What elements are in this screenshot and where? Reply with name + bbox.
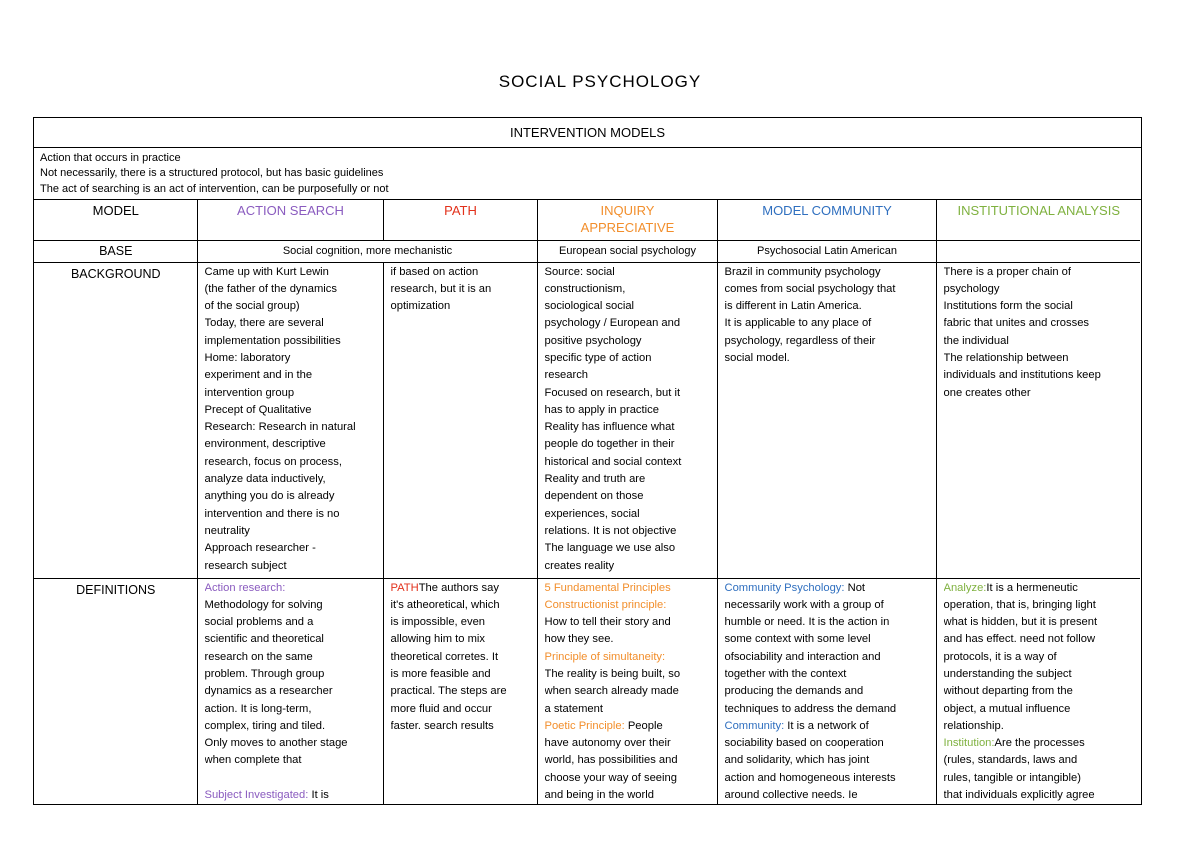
text-line: historical and social context bbox=[544, 455, 682, 468]
text-line: it's atheoretical, which bbox=[390, 598, 500, 611]
text-line: relations. It is not objective bbox=[544, 524, 677, 537]
text-line: a statement bbox=[544, 702, 603, 715]
base-action-path: Social cognition, more mechanistic bbox=[197, 240, 537, 262]
intro-notes bbox=[34, 148, 1141, 200]
text-line: and being in the world bbox=[544, 789, 654, 802]
text-line: producing the demands and bbox=[724, 685, 864, 698]
text-line: Brazil in community psychology bbox=[724, 265, 881, 278]
header-action-search: ACTION SEARCH bbox=[197, 200, 383, 240]
text-line: is different in Latin America. bbox=[724, 300, 862, 313]
term-tail: It is a hermeneutic bbox=[986, 581, 1078, 594]
base-community: Psychosocial Latin American bbox=[717, 240, 936, 262]
text-line bbox=[725, 718, 930, 735]
definitions-inquiry bbox=[537, 578, 717, 805]
table-title: INTERVENTION MODELS bbox=[34, 118, 1141, 148]
heading-poetic-principle: Poetic Principle: bbox=[544, 719, 625, 732]
text-line: social problems and a bbox=[204, 616, 314, 629]
text-line: experiences, social bbox=[544, 507, 640, 520]
models-grid bbox=[34, 200, 1140, 805]
text-line: when complete that bbox=[204, 754, 302, 767]
text-line: psychology, regardless of their bbox=[724, 334, 876, 347]
text-line: optimization bbox=[390, 300, 451, 313]
text-line: constructionism, bbox=[544, 282, 626, 295]
text-line: is more feasible and bbox=[390, 667, 491, 680]
text-line: fabric that unites and crosses bbox=[943, 317, 1090, 330]
text-line: ofsociability and interaction and bbox=[724, 650, 881, 663]
header-inquiry-line: INQUIRY bbox=[600, 203, 655, 218]
text-line: operation, that is, bringing light bbox=[943, 598, 1096, 611]
text-line: intervention and there is no bbox=[204, 507, 340, 520]
text-line: choose your way of seeing bbox=[544, 771, 677, 784]
text-line: sociability based on cooperation bbox=[724, 737, 884, 750]
text-line: around collective needs. Ie bbox=[724, 789, 858, 802]
row-label-definitions: DEFINITIONS bbox=[34, 578, 197, 805]
term-community-psychology: Community Psychology: bbox=[724, 581, 845, 594]
text-line: complex, tiring and tiled. bbox=[204, 719, 326, 732]
text-line: together with the context bbox=[724, 667, 847, 680]
header-inquiry-line: APPRECIATIVE bbox=[580, 220, 675, 235]
text-line: research subject bbox=[204, 559, 287, 572]
text-line: individuals and institutions keep bbox=[943, 369, 1101, 382]
text-line: dynamics as a researcher bbox=[204, 685, 333, 698]
text-line: humble or need. It is the action in bbox=[724, 616, 890, 629]
text-line: world, has possibilities and bbox=[544, 754, 678, 767]
definitions-community bbox=[717, 578, 936, 805]
text-line: It is applicable to any place of bbox=[724, 317, 872, 330]
text-line: The reality is being built, so bbox=[544, 667, 681, 680]
term-subject-investigated: Subject Investigated: bbox=[204, 788, 309, 801]
text-line: allowing him to mix bbox=[390, 633, 486, 646]
text-line: Precept of Qualitative bbox=[204, 403, 312, 416]
term-institution: Institution: bbox=[943, 737, 995, 750]
heading-fundamental-principles: 5 Fundamental Principles bbox=[544, 581, 671, 594]
text-line: (the father of the dynamics bbox=[204, 282, 337, 295]
text-line: Only moves to another stage bbox=[204, 737, 348, 750]
text-line: people do together in their bbox=[544, 438, 675, 451]
intro-line: The act of searching is an act of intervention, can be purposefully or not bbox=[40, 182, 389, 195]
row-label-base: BASE bbox=[34, 240, 197, 262]
text-line: practical. The steps are bbox=[390, 685, 507, 698]
text-line: Institutions form the social bbox=[943, 300, 1073, 313]
text-line: Methodology for solving bbox=[204, 598, 323, 611]
text-line: sociological social bbox=[544, 300, 635, 313]
definitions-path bbox=[383, 578, 537, 805]
text-line bbox=[725, 580, 930, 597]
text-line: that individuals explicitly agree bbox=[943, 789, 1095, 802]
term-tail: People bbox=[624, 719, 663, 732]
text-line: scientific and theoretical bbox=[204, 633, 324, 646]
text-line: implementation possibilities bbox=[204, 334, 341, 347]
background-institutional bbox=[936, 262, 1140, 578]
text-line: Source: social bbox=[544, 265, 615, 278]
text-line: analyze data inductively, bbox=[204, 473, 326, 486]
text-line: positive psychology bbox=[544, 334, 642, 347]
text-line: Came up with Kurt Lewin bbox=[204, 265, 329, 278]
text-line: techniques to address the demand bbox=[724, 702, 897, 715]
base-inquiry: European social psychology bbox=[537, 240, 717, 262]
page-title: SOCIAL PSYCHOLOGY bbox=[498, 72, 702, 91]
text-line: and solidarity, which has joint bbox=[724, 754, 870, 767]
text-line: psychology bbox=[943, 282, 1000, 295]
header-model-community: MODEL COMMUNITY bbox=[717, 200, 936, 240]
text-line: if based on action bbox=[390, 265, 479, 278]
text-line: have autonomy over their bbox=[544, 737, 671, 750]
background-path bbox=[383, 262, 537, 578]
term-tail: The authors say bbox=[418, 581, 499, 594]
text-line: environment, descriptive bbox=[204, 438, 326, 451]
heading-principle-of-simultaneity: Principle of simultaneity: bbox=[544, 650, 666, 663]
text-line: Reality has influence what bbox=[544, 421, 675, 434]
text-line: anything you do is already bbox=[204, 490, 335, 503]
text-line: The relationship between bbox=[943, 351, 1069, 364]
background-action-search bbox=[197, 262, 383, 578]
intro-line: Not necessarily, there is a structured protocol, but has basic guidelines bbox=[40, 167, 384, 180]
text-line: Today, there are several bbox=[204, 317, 324, 330]
text-line: understanding the subject bbox=[943, 667, 1072, 680]
text-line bbox=[205, 787, 377, 804]
text-line: action. It is long-term, bbox=[204, 702, 312, 715]
text-line: research, focus on process, bbox=[204, 455, 342, 468]
text-line: and has effect. need not follow bbox=[943, 633, 1096, 646]
definitions-action-search bbox=[197, 578, 383, 805]
base-row bbox=[34, 240, 1140, 262]
background-row bbox=[34, 262, 1140, 578]
text-line: social model. bbox=[724, 351, 790, 364]
text-line: research bbox=[544, 369, 589, 382]
header-model: MODEL bbox=[34, 200, 197, 240]
text-line: Reality and truth are bbox=[544, 473, 646, 486]
term-tail: It is bbox=[308, 788, 329, 801]
text-line: psychology / European and bbox=[544, 317, 681, 330]
text-line: research on the same bbox=[204, 650, 313, 663]
header-row bbox=[34, 200, 1140, 240]
text-line: what is hidden, but it is present bbox=[943, 616, 1098, 629]
term-path: PATH bbox=[390, 581, 419, 594]
text-line: more fluid and occur bbox=[390, 702, 492, 715]
text-line: is impossible, even bbox=[390, 616, 486, 629]
text-line bbox=[545, 718, 711, 735]
text-line: object, a mutual influence bbox=[943, 702, 1071, 715]
text-line: problem. Through group bbox=[204, 667, 325, 680]
text-line: Home: laboratory bbox=[204, 351, 291, 364]
text-line: intervention group bbox=[204, 386, 295, 399]
base-institutional bbox=[936, 240, 1140, 262]
text-line: faster. search results bbox=[390, 719, 494, 732]
text-line: The language we use also bbox=[544, 542, 676, 555]
header-path: PATH bbox=[383, 200, 537, 240]
text-line: specific type of action bbox=[544, 351, 652, 364]
background-community bbox=[717, 262, 936, 578]
term-tail: Not bbox=[844, 581, 866, 594]
text-line: rules, tangible or intangible) bbox=[943, 771, 1081, 784]
text-line: There is a proper chain of bbox=[943, 265, 1071, 278]
text-line: action and homogeneous interests bbox=[724, 771, 896, 784]
definitions-row bbox=[34, 578, 1140, 805]
header-institutional-analysis: INSTITUTIONAL ANALYSIS bbox=[936, 200, 1140, 240]
text-line bbox=[944, 735, 1135, 752]
term-analyze: Analyze: bbox=[943, 581, 987, 594]
background-inquiry bbox=[537, 262, 717, 578]
text-line: one creates other bbox=[943, 386, 1031, 399]
text-line: of the social group) bbox=[204, 300, 300, 313]
text-line bbox=[944, 580, 1135, 597]
text-line: when search already made bbox=[544, 685, 679, 698]
row-label-background: BACKGROUND bbox=[34, 262, 197, 578]
text-line: comes from social psychology that bbox=[724, 282, 896, 295]
term-tail: Are the processes bbox=[994, 737, 1085, 750]
term-community: Community: bbox=[724, 719, 785, 732]
intervention-models-table bbox=[33, 117, 1142, 805]
text-line: experiment and in the bbox=[204, 369, 313, 382]
text-line: Focused on research, but it bbox=[544, 386, 681, 399]
text-line: necessarily work with a group of bbox=[724, 598, 884, 611]
heading-constructionist-principle: Constructionist principle: bbox=[544, 598, 667, 611]
term-action-research: Action research: bbox=[204, 581, 286, 594]
text-line bbox=[391, 580, 531, 597]
text-line: dependent on those bbox=[544, 490, 644, 503]
text-line: the individual bbox=[943, 334, 1009, 347]
text-line: relationship. bbox=[943, 719, 1004, 732]
text-line: (rules, standards, laws and bbox=[943, 754, 1078, 767]
text-line: how they see. bbox=[544, 633, 614, 646]
text-line: theoretical corretes. It bbox=[390, 650, 499, 663]
text-line: How to tell their story and bbox=[544, 616, 671, 629]
text-line: protocols, it is a way of bbox=[943, 650, 1057, 663]
text-line: research, but it is an bbox=[390, 282, 492, 295]
text-line: without departing from the bbox=[943, 685, 1073, 698]
text-line: creates reality bbox=[544, 559, 615, 572]
text-line: some context with some level bbox=[724, 633, 871, 646]
text-line: has to apply in practice bbox=[544, 403, 659, 416]
text-line: Approach researcher - bbox=[204, 542, 316, 555]
intro-line: Action that occurs in practice bbox=[40, 152, 181, 164]
term-tail: It is a network of bbox=[784, 719, 869, 732]
definitions-institutional bbox=[936, 578, 1140, 805]
header-inquiry-appreciative bbox=[537, 200, 717, 240]
text-line: neutrality bbox=[204, 524, 250, 537]
text-line: Research: Research in natural bbox=[204, 421, 356, 434]
